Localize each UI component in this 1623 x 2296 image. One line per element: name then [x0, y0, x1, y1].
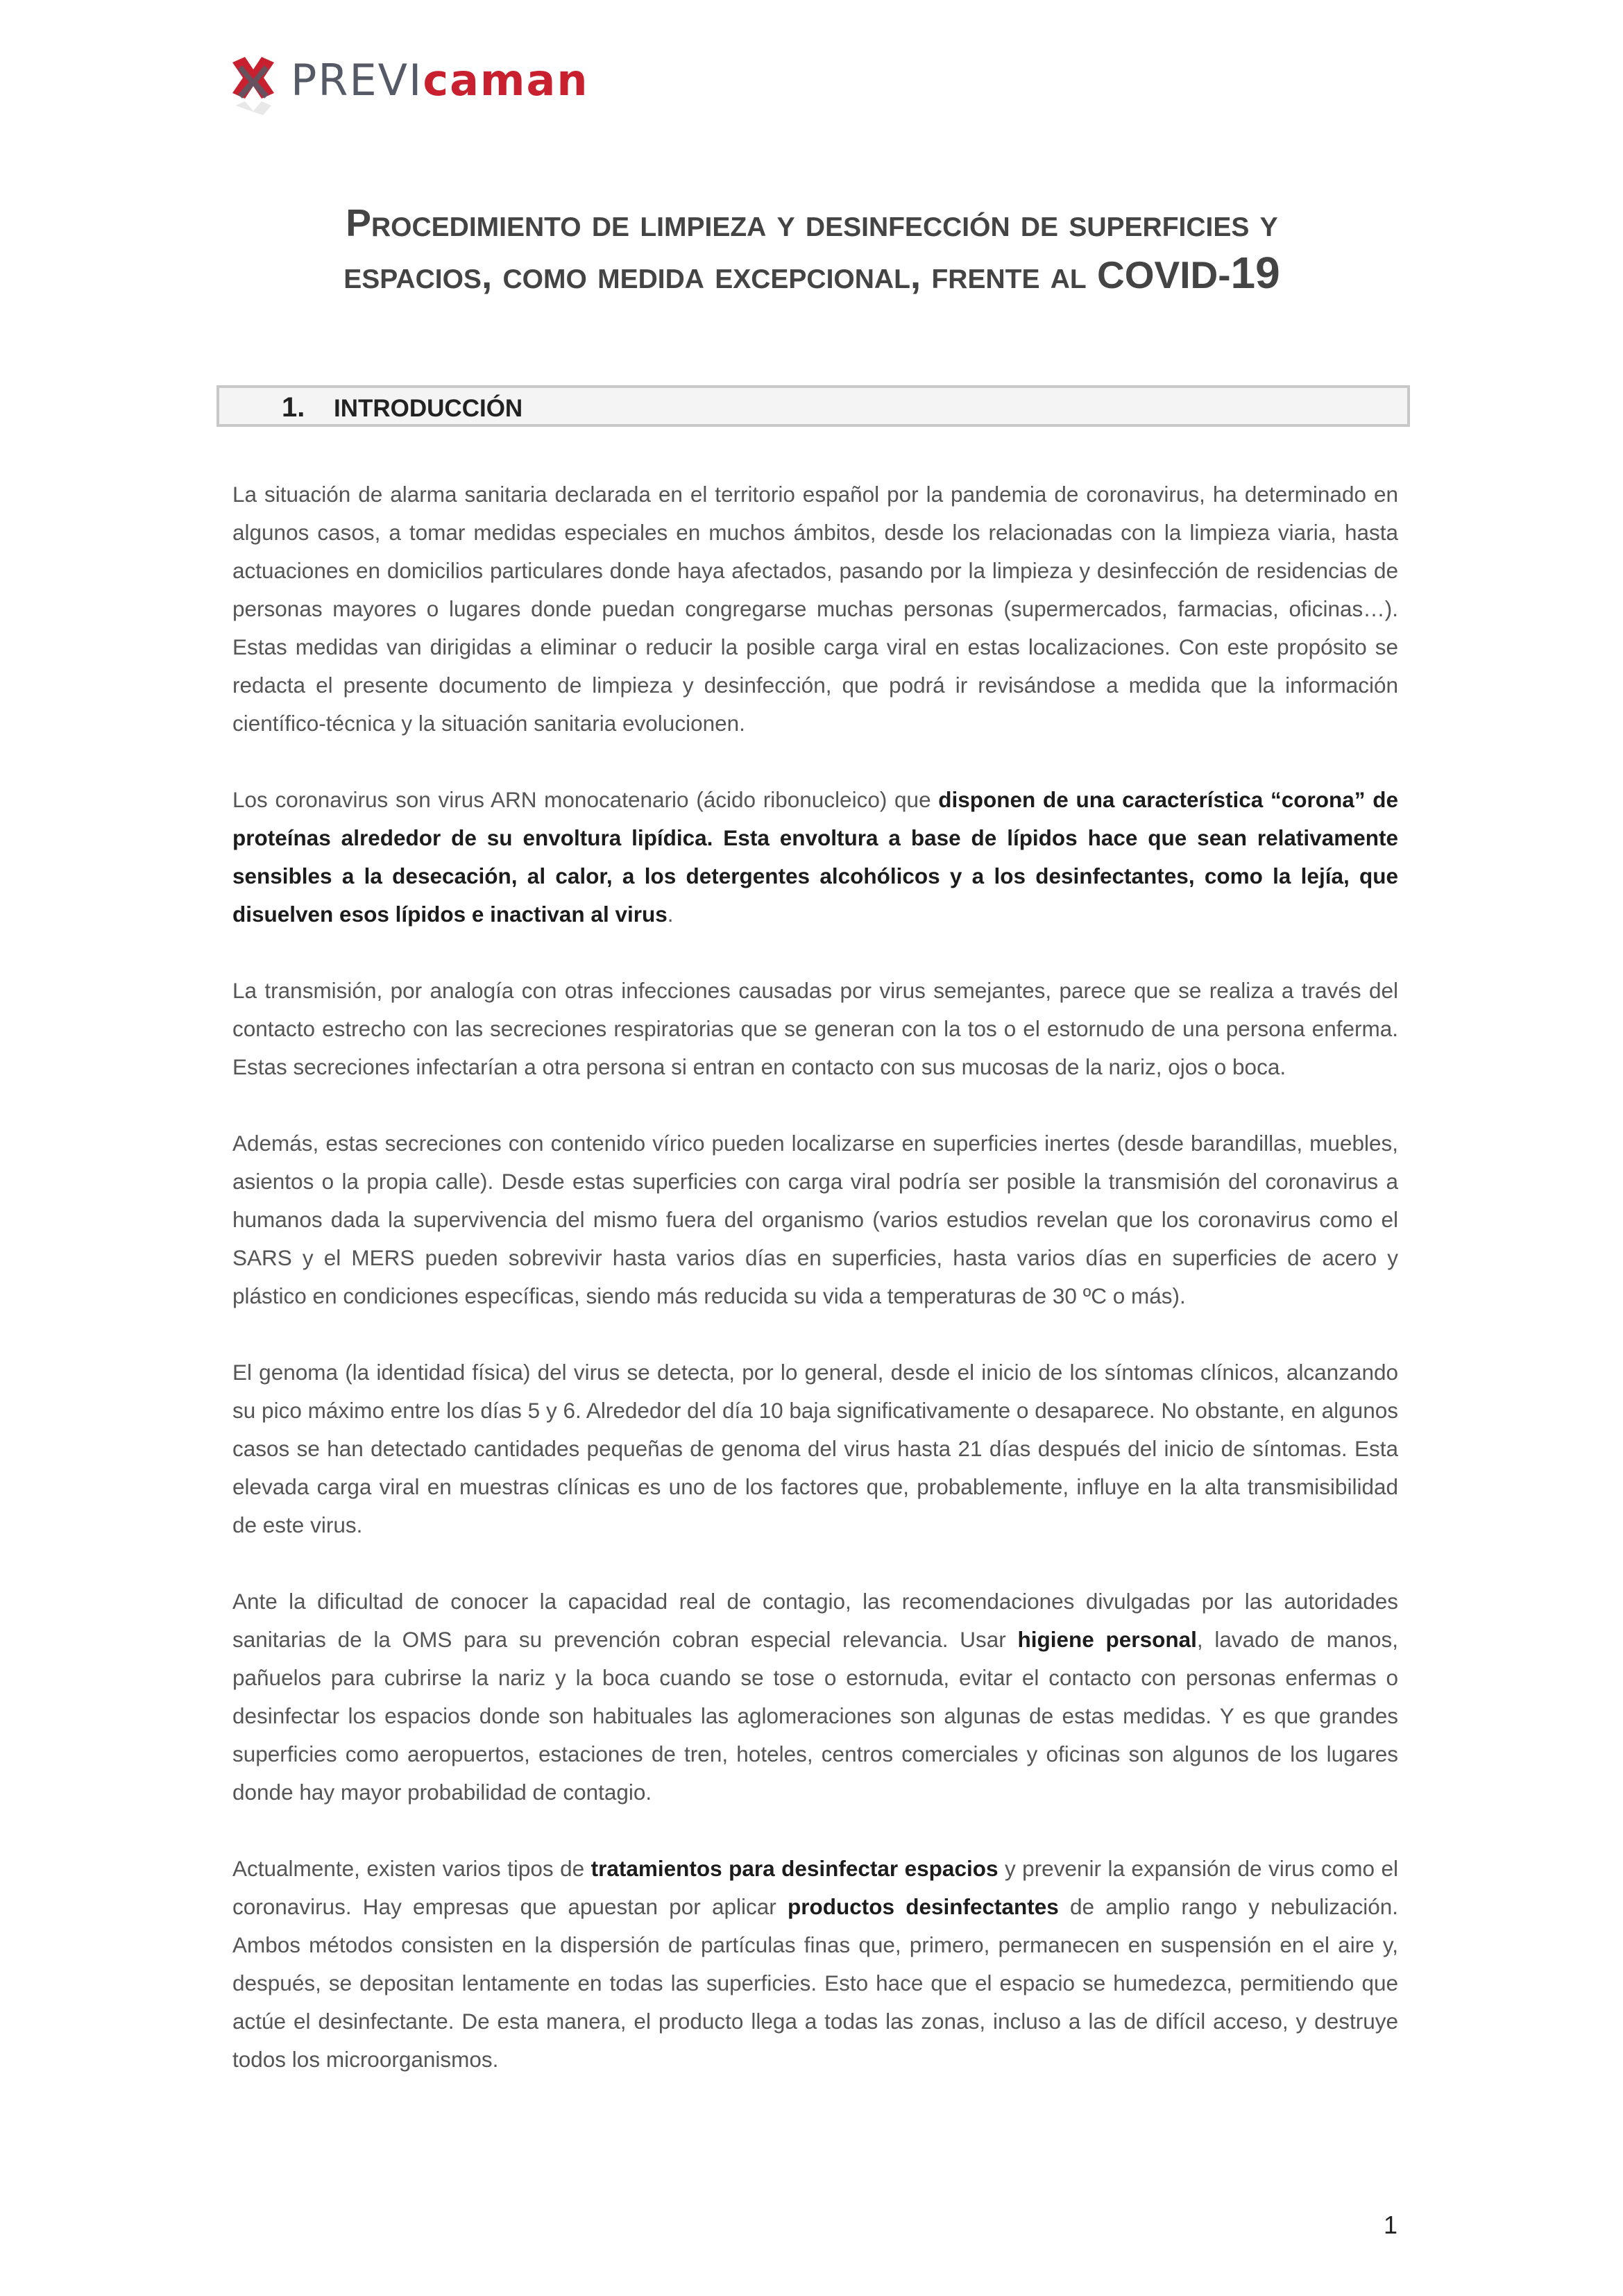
- paragraph-2-text: Los coronavirus son virus ARN monocatenario (ácido ribonucleico) que: [232, 787, 939, 812]
- paragraph-7-text-e: de amplio rango y nebulización. Ambos métodos consisten en la dispersión de partículas finas que, primero, permanecen en suspensión en el aire y, después, se depositan lentamente en todas las superficies. Esto hace que el espacio se humedezca, permitiendo que actúe el desinfectante. De esta manera, el producto llega a todas las zonas, incluso a las de difícil acceso, y destruye todos los microorganismos.: [232, 1894, 1398, 2072]
- paragraph-4: Además, estas secreciones con contenido vírico pueden localizarse en superficies inertes (desde barandillas, muebles, asientos o la propia calle). Desde estas superficies con carga viral podría ser posible la transmisión del coronavirus a humanos dada la supervivencia del mismo fuera del organismo (varios estudios revelan que los coronavirus como el SARS y el MERS pueden sobrevivir hasta varios días en superficies, hasta varios días en superficies de acero y plástico en condiciones específicas, siendo más reducida su vida a temperaturas de 30 ºC o más).: [232, 1131, 1398, 1308]
- title-line-2: [208, 248, 1416, 300]
- logo: [226, 49, 589, 139]
- logo-text: [291, 55, 589, 105]
- section-number: 1.: [282, 392, 305, 423]
- paragraph-6-text-c: , lavado de manos, pañuelos para cubrirse la nariz y la boca cuando se tose o estornuda, evitar el contacto con personas enfermas o desinfectar los espacios donde son habituales las aglomeraciones son algunas de estas medidas. Y es que grandes superficies como aeropuertos, estaciones de tren, hoteles, centros comerciales y oficinas son algunos de los lugares donde hay mayor probabilidad de contagio.: [232, 1627, 1399, 1805]
- paragraph-7-bold-2: productos desinfectantes: [788, 1894, 1059, 1919]
- logo-text-caman: caman: [423, 54, 589, 105]
- paragraph-5: El genoma (la identidad física) del virus se detecta, por lo general, desde el inicio de los síntomas clínicos, alcanzando su pico máximo entre los días 5 y 6. Alrededor del día 10 baja significativamente o desaparece. No obstante, en algunos casos se han detectado cantidades pequeñas de genoma del virus hasta 21 días después del inicio de síntomas. Esta elevada carga viral en muestras clínicas es uno de los factores que, probablemente, influye en la alta transmisibilidad de este virus.: [232, 1360, 1398, 1537]
- paragraph-2-bold: disponen de una característica “corona” de proteínas alrededor de su envoltura lipídica. Esta envoltura a base de lípidos hace que sean relativamente sensibles a la desecación, al calor, a los detergentes alcohólicos y a los desinfectantes, como la lejía, que disuelven esos lípidos e inactivan al virus: [232, 787, 1398, 927]
- title-line-2-end: 19: [1230, 248, 1280, 298]
- paragraph-2-end: .: [667, 902, 674, 927]
- document-body: [232, 475, 1398, 2117]
- page-number: 1: [1383, 2211, 1397, 2239]
- paragraph-3: La transmisión, por analogía con otras infecciones causadas por virus semejantes, parece que se realiza a través del contacto estrecho con las secreciones respiratorias que se generan con la tos o el estornudo de una persona enferma. Estas secreciones infectarían a otra persona si entran en contacto con sus mucosas de la nariz, ojos o boca.: [232, 978, 1398, 1079]
- paragraph-2: [232, 781, 1398, 934]
- paragraph-6: [232, 1582, 1398, 1812]
- paragraph-7-bold-1: tratamientos para desinfectar espacios: [590, 1856, 999, 1881]
- previcaman-logo-icon: [226, 49, 281, 139]
- section-title: INTRODUCCIÓN: [334, 395, 523, 422]
- paragraph-6-bold: higiene personal: [1017, 1627, 1197, 1652]
- document-title: [208, 198, 1416, 300]
- paragraph-7: [232, 1850, 1398, 2079]
- paragraph-7-text-c: y prevenir la expansión de virus como el coronavirus. Hay empresas que apuestan por aplicar: [232, 1856, 1398, 1919]
- paragraph-1: La situación de alarma sanitaria declarada en el territorio español por la pandemia de coronavirus, ha determinado en algunos casos, a tomar medidas especiales en muchos ámbitos, desde los relacionadas con la limpieza viaria, hasta actuaciones en domicilios particulares donde haya afectados, pasando por la limpieza y desinfección de residencias de personas mayores o lugares donde puedan congregarse muchas personas (supermercados, farmacias, oficinas…). Estas medidas van dirigidas a eliminar o reducir la posible carga viral en estas localizaciones. Con este propósito se redacta el presente documento de limpieza y desinfección, que podrá ir revisándose a medida que la información científico-técnica y la situación sanitaria evolucionen.: [232, 482, 1398, 736]
- section-heading-box: [216, 385, 1410, 427]
- logo-text-previ: PREVI: [291, 54, 423, 105]
- title-line-1: Procedimiento de limpieza y desinfección de superficies y: [346, 201, 1278, 244]
- paragraph-7-text-a: Actualmente, existen varios tipos de: [232, 1856, 591, 1881]
- title-line-2-main: espacios, como medida excepcional, frente al COVID-: [343, 253, 1231, 296]
- paragraph-6-text-a: Ante la dificultad de conocer la capacidad real de contagio, las recomendaciones divulgadas por las autoridades sanitarias de la OMS para su prevención cobran especial relevancia. Usar: [232, 1589, 1398, 1652]
